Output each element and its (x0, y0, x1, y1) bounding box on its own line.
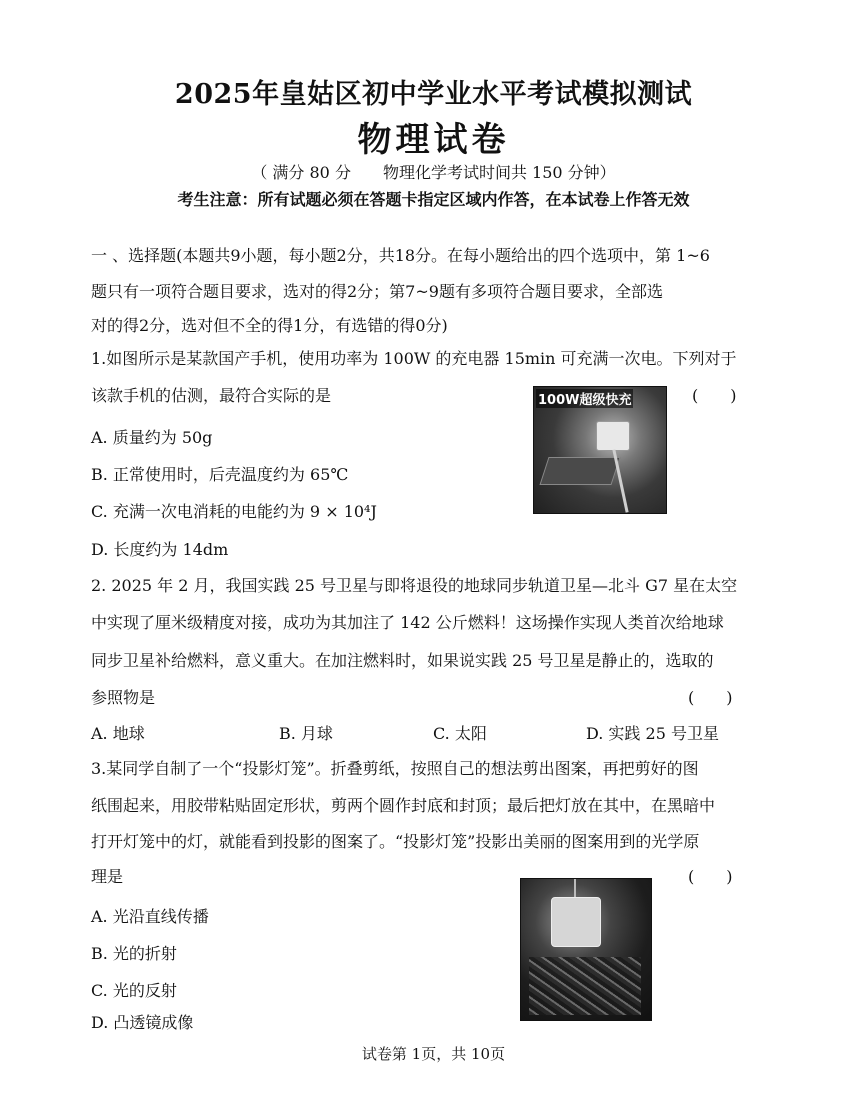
section-instructions-line-3: 对的得2分，选对但不全的得1分，有选错的得0分) (91, 316, 448, 335)
q2-option-d: D. 实践 25 号卫星 (586, 724, 719, 743)
q3-stem-line-3: 打开灯笼中的灯，就能看到投影的图案了。“投影灯笼”投影出美丽的图案用到的光学原 (91, 832, 700, 851)
q2-stem-line-4: 参照物是 (91, 688, 156, 707)
exam-subtitle: 物理试卷 (357, 120, 510, 160)
q3-option-d: D. 凸透镜成像 (91, 1013, 194, 1032)
q3-option-a: A. 光沿直线传播 (91, 907, 209, 926)
q3-stem-line-4: 理是 (91, 867, 124, 886)
q2-stem-line-3: 同步卫星补给燃料，意义重大。在加注燃料时，如果说实践 25 号卫星是静止的，选取的 (91, 651, 714, 670)
q2-answer-blank: ( ) (688, 688, 733, 707)
q2-stem-line-2: 中实现了厘米级精度对接，成功为其加注了 142 公斤燃料！这场操作实现人类首次给地球 (91, 613, 724, 632)
q3-answer-blank: ( ) (688, 867, 733, 886)
q1-answer-blank: ( ) (692, 386, 737, 405)
q3-stem-line-2: 纸围起来，用胶带粘贴固定形状，剪两个圆作封底和封顶；最后把灯放在其中，在黑暗中 (91, 796, 716, 815)
q2-option-b: B. 月球 (279, 724, 333, 743)
lantern-string (574, 879, 576, 897)
phone-shape (539, 457, 620, 485)
q1-option-b: B. 正常使用时，后壳温度约为 65℃ (91, 465, 349, 484)
projection-lantern-photo (520, 878, 652, 1021)
phone-charger-photo (533, 386, 667, 514)
charger-shape (596, 421, 630, 451)
q1-stem-line-2: 该款手机的估测，最符合实际的是 (91, 386, 332, 405)
q3-option-c: C. 光的反射 (91, 981, 177, 1000)
q3-stem-line-1: 3.某同学自制了一个“投影灯笼”。折叠剪纸，按照自己的想法剪出图案，再把剪好的图 (91, 759, 699, 778)
exam-notice: 考生注意：所有试题必须在答题卡指定区域内作答，在本试卷上作答无效 (177, 190, 690, 209)
projected-pattern (529, 957, 641, 1015)
q1-stem-line-1: 1.如图所示是某款国产手机，使用功率为 100W 的充电器 15min 可充满一次电。下列对于 (91, 349, 737, 368)
q1-option-a: A. 质量约为 50g (91, 428, 213, 447)
q2-stem-line-1: 2. 2025 年 2 月，我国实践 25 号卫星与即将退役的地球同步轨道卫星—北斗 G7 星在太空 (91, 576, 738, 595)
photo-label: 100W超级快充 (536, 389, 633, 408)
q2-option-a: A. 地球 (91, 724, 145, 743)
q1-option-d: D. 长度约为 14dm (91, 540, 229, 559)
section-instructions-line-1: 一 、选择题(本题共9小题，每小题2分，共18分。在每小题给出的四个选项中，第 1~6 (91, 246, 710, 265)
page-footer: 试卷第 1页，共 10页 (361, 1045, 506, 1063)
q1-option-c: C. 充满一次电消耗的电能约为 9 × 10⁴J (91, 502, 377, 521)
lantern-shape (551, 897, 601, 947)
exam-title: 2025年皇姑区初中学业水平考试模拟测试 (174, 79, 693, 110)
q3-option-b: B. 光的折射 (91, 944, 177, 963)
section-instructions-line-2: 题只有一项符合题目要求，选对的得2分；第7~9题有多项符合题目要求，全部选 (91, 282, 663, 301)
exam-info: （ 满分 80 分 物理化学考试时间共 150 分钟） (251, 163, 616, 182)
cable-shape (612, 449, 628, 512)
q2-option-c: C. 太阳 (433, 724, 487, 743)
